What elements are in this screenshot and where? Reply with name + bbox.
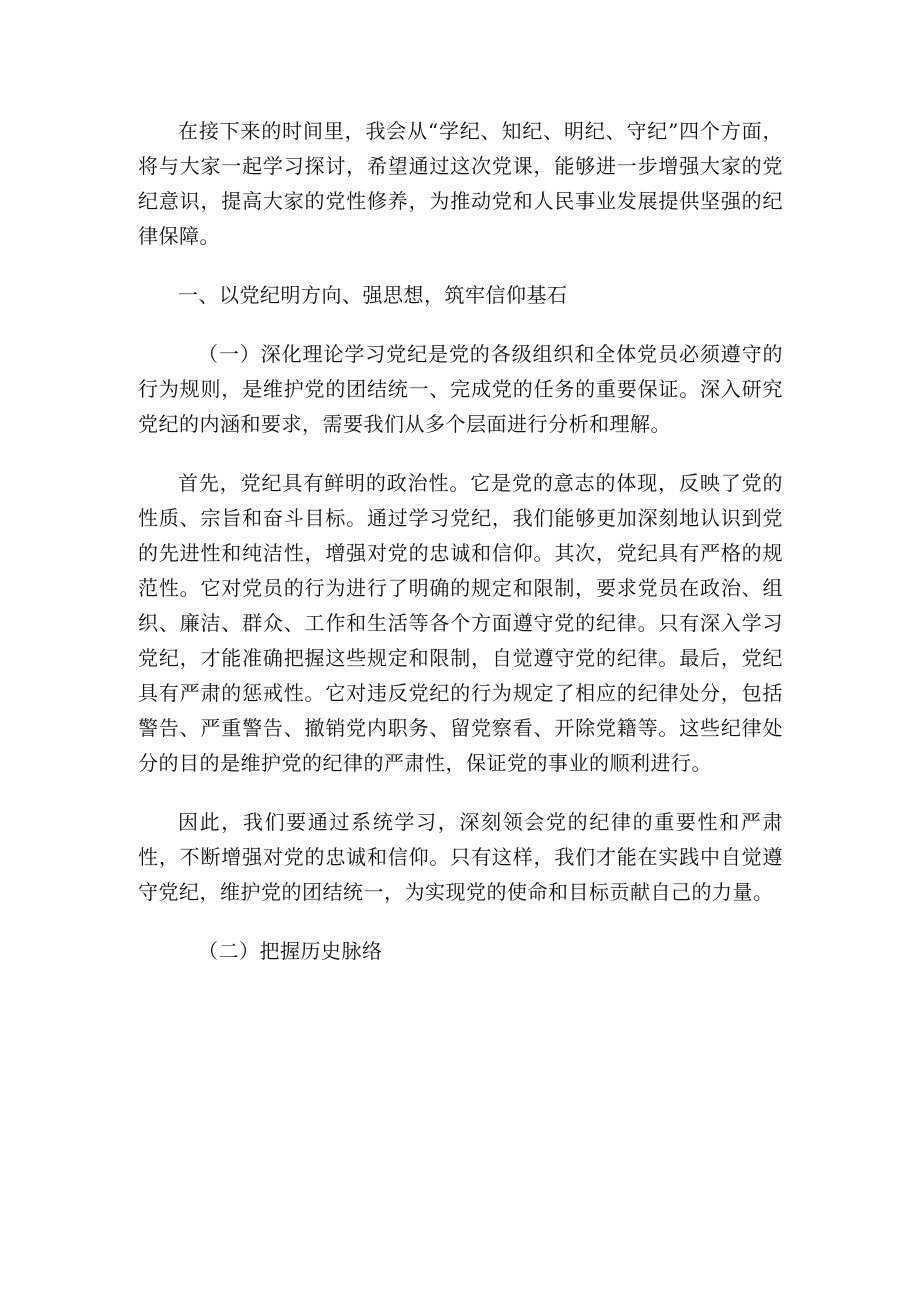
spacer bbox=[138, 254, 783, 278]
document-body bbox=[138, 114, 783, 969]
paragraph-first-of-all: 首先，党纪具有鲜明的政治性。它是党的意志的体现，反映了党的性质、宗旨和奋斗目标。通过学习党纪，我们能够更加深刻地认识到党的先进性和纯洁性，增强对党的忠诚和信仰。其次，党纪具有严格的规范性。它对党员的行为进行了明确的规定和限制，要求党员在政治、组织、廉洁、群众、工作和生活等各个方面遵守党的纪律。只有深入学习党纪，才能准确把握这些规定和限制，自觉遵守党的纪律。最后，党纪具有严肃的惩戒性。它对违反党纪的行为规定了相应的纪律处分，包括警告、严重警告、撤销党内职务、留党察看、开除党籍等。这些纪律处分的目的是维护党的纪律的严肃性，保证党的事业的顺利进行。 bbox=[138, 471, 783, 775]
intro-paragraph: 在接下来的时间里，我会从“学纪、知纪、明纪、守纪”四个方面，将与大家一起学习探讨，希望通过这次党课，能够进一步增强大家的党纪意识，提高大家的党性修养，为推动党和人民事业发展提供坚强的纪律保障。 bbox=[138, 119, 783, 248]
section-1-heading: 一、以党纪明方向、强思想，筑牢信仰基石 bbox=[178, 283, 568, 307]
spacer bbox=[138, 910, 783, 934]
paragraph-therefore: 因此，我们要通过系统学习，深刻领会党的纪律的重要性和严肃性，不断增强对党的忠诚和信仰。只有这样，我们才能在实践中自觉遵守党纪，维护党的团结统一，为实现党的使命和目标贡献自己的力量。 bbox=[138, 810, 783, 904]
subsection-2-heading: （二）把握历史脉络 bbox=[198, 939, 383, 963]
spacer bbox=[138, 313, 783, 337]
spacer bbox=[138, 781, 783, 805]
spacer bbox=[138, 442, 783, 466]
subsection-1-paragraph: （一）深化理论学习党纪是党的各级组织和全体党员必须遵守的行为规则，是维护党的团结统一、完成党的任务的重要保证。深入研究党纪的内涵和要求，需要我们从多个层面进行分析和理解。 bbox=[138, 342, 783, 436]
